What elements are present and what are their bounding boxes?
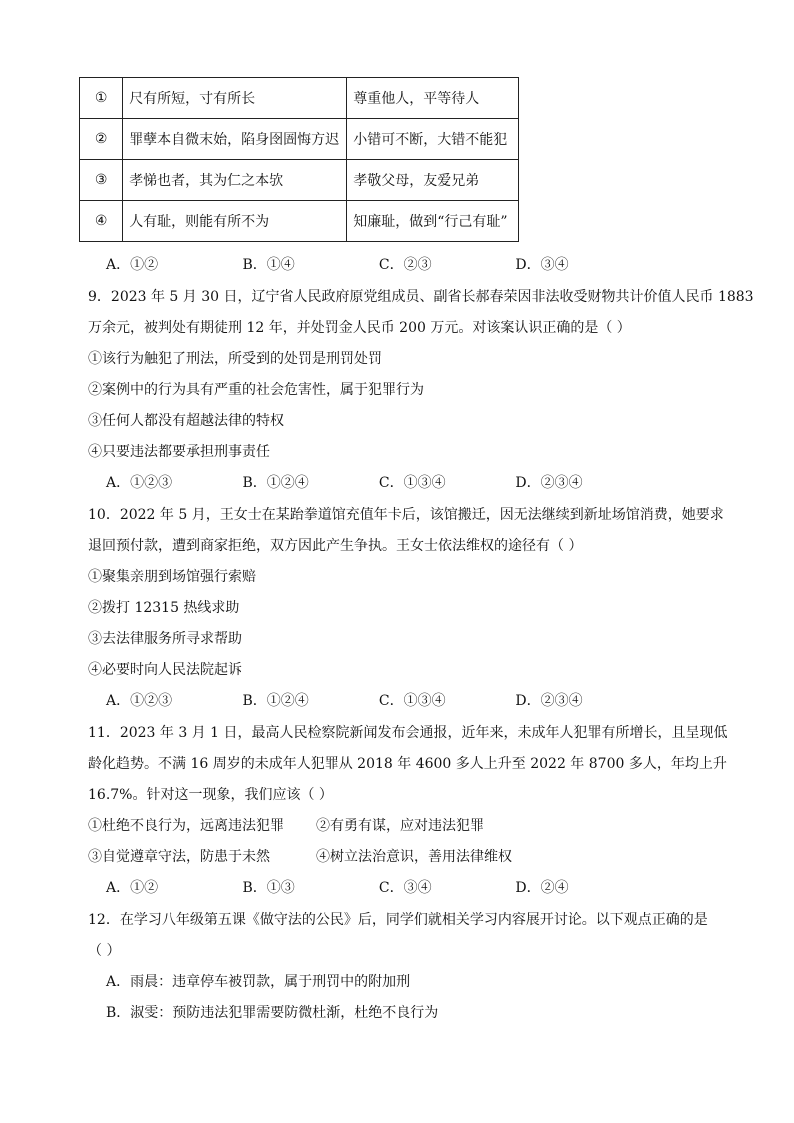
- row-quote: 孝悌也者，其为仁之本欤: [123, 160, 347, 201]
- row-quote: 人有耻，则能有所不为: [123, 201, 347, 242]
- q10-item-1: ①聚集亲朋到场馆强行索赔: [88, 569, 256, 585]
- option-d[interactable]: D．②③④: [515, 693, 583, 709]
- q11-stem-line1: 11．2023 年 3 月 1 日，最高人民检察院新闻发布会通报，近年来，未成年人犯罪有所增长，且呈现低: [88, 725, 728, 741]
- row-meaning: 知廉耻，做到“行己有耻”: [347, 201, 519, 242]
- q11-item-2: ②有勇有谋，应对违法犯罪: [316, 818, 484, 834]
- q10-stem-line2: 退回预付款，遭到商家拒绝，双方因此产生争执。王女士依法维权的途径有（ ）: [88, 538, 583, 554]
- option-d[interactable]: D．②④: [515, 880, 569, 896]
- q12-option-b[interactable]: B．淑雯：预防违法犯罪需要防微杜渐，杜绝不良行为: [106, 1005, 439, 1021]
- q11-items-row2: [88, 846, 512, 866]
- option-a[interactable]: A．①②③: [106, 693, 173, 709]
- option-b[interactable]: B．①④: [242, 257, 295, 273]
- option-c[interactable]: C．③④: [378, 880, 432, 896]
- table-row: [80, 78, 519, 119]
- row-quote: 罪孽本自微末始，陷身囹圄悔方迟: [123, 119, 347, 160]
- row-meaning: 尊重他人，平等待人: [347, 78, 519, 119]
- row-number: ③: [80, 160, 123, 201]
- q10-item-4: ④必要时向人民法院起诉: [88, 662, 242, 678]
- q11-item-4: ④树立法治意识，善用法律维权: [316, 849, 512, 865]
- option-a[interactable]: A．①②: [106, 257, 159, 273]
- row-number: ①: [80, 78, 123, 119]
- table-row: [80, 119, 519, 160]
- row-meaning: 孝敬父母，友爱兄弟: [347, 160, 519, 201]
- option-b[interactable]: B．①③: [242, 880, 295, 896]
- q8-matching-table: [79, 77, 519, 242]
- q8-options: [106, 254, 569, 274]
- option-d[interactable]: D．②③④: [515, 475, 583, 491]
- q12-stem-line2: （ ）: [88, 943, 121, 959]
- q12-stem-line1: 12．在学习八年级第五课《做守法的公民》后，同学们就相关学习内容展开讨论。以下观点正确的是: [88, 912, 708, 928]
- option-a[interactable]: A．①②③: [106, 475, 173, 491]
- q9-item-1: ①该行为触犯了刑法，所受到的处罚是刑罚处罚: [88, 351, 382, 367]
- q9-stem-line1: 9．2023 年 5 月 30 日，辽宁省人民政府原党组成员、副省长郝春荣因非法收受财物共计价值人民币 1883: [88, 289, 754, 305]
- option-a[interactable]: A．①②: [106, 880, 159, 896]
- q11-stem-line3: 16.7%。针对这一现象，我们应该（ ）: [88, 787, 333, 803]
- q10-item-2: ②拨打 12315 热线求助: [88, 600, 240, 616]
- q10-stem-line1: 10．2022 年 5 月，王女士在某跆拳道馆充值年卡后，该馆搬迁，因无法继续到新址场馆消费，她要求: [88, 507, 724, 523]
- q12-option-a[interactable]: A．雨晨：违章停车被罚款，属于刑罚中的附加刑: [106, 974, 411, 990]
- row-meaning: 小错可不断，大错不能犯: [347, 119, 519, 160]
- q11-item-3: ③自觉遵章守法，防患于未然: [88, 849, 270, 865]
- row-quote: 尺有所短，寸有所长: [123, 78, 347, 119]
- row-number: ②: [80, 119, 123, 160]
- q9-item-4: ④只要违法都要承担刑事责任: [88, 444, 270, 460]
- option-b[interactable]: B．①②④: [242, 693, 309, 709]
- option-c[interactable]: C．①③④: [378, 475, 446, 491]
- q11-stem-line2: 龄化趋势。不满 16 周岁的未成年人犯罪从 2018 年 4600 多人上升至 2022 年 8700 多人，年均上升: [88, 756, 727, 772]
- q11-options: [106, 877, 569, 897]
- table-row: [80, 160, 519, 201]
- option-c[interactable]: C．②③: [378, 257, 432, 273]
- q9-options: [106, 472, 583, 492]
- row-number: ④: [80, 201, 123, 242]
- option-c[interactable]: C．①③④: [378, 693, 446, 709]
- table-row: [80, 201, 519, 242]
- q9-item-3: ③任何人都没有超越法律的特权: [88, 413, 284, 429]
- q11-item-1: ①杜绝不良行为，远离违法犯罪: [88, 818, 284, 834]
- option-b[interactable]: B．①②④: [242, 475, 309, 491]
- q9-stem-line2: 万余元，被判处有期徒刑 12 年，并处罚金人民币 200 万元。对该案认识正确的是（ ）: [88, 320, 631, 336]
- option-d[interactable]: D．③④: [515, 257, 569, 273]
- q11-items-row1: [88, 815, 484, 835]
- q9-item-2: ②案例中的行为具有严重的社会危害性，属于犯罪行为: [88, 382, 424, 398]
- q10-options: [106, 690, 583, 710]
- q10-item-3: ③去法律服务所寻求帮助: [88, 631, 242, 647]
